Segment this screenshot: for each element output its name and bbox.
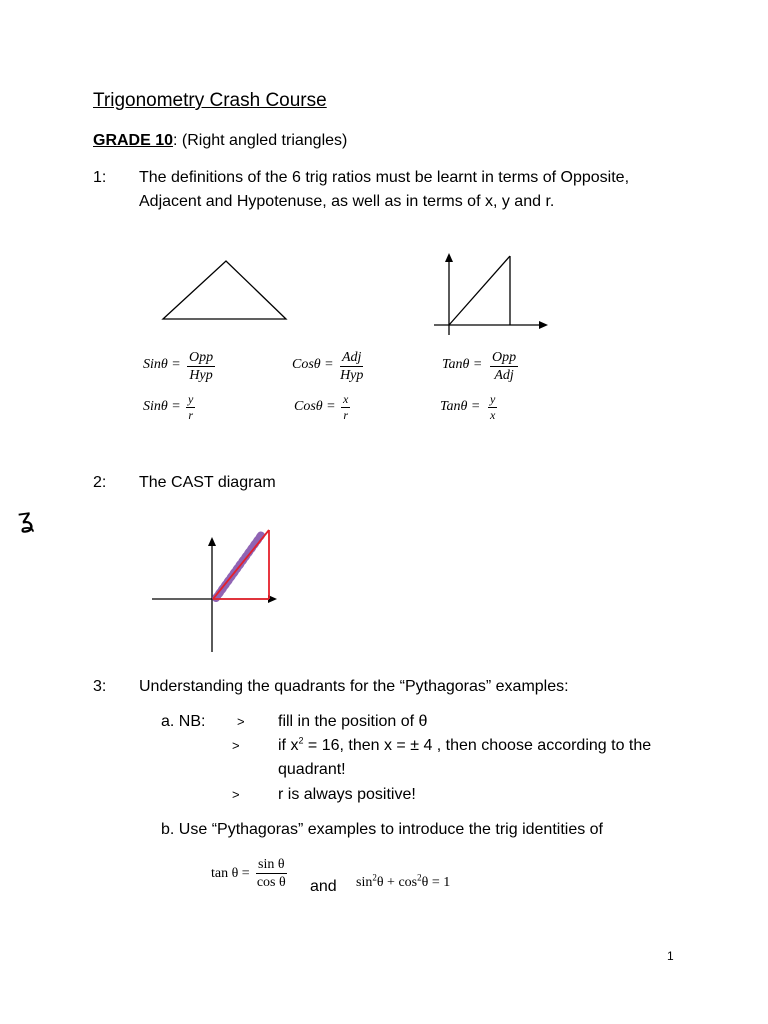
item-2-text: The CAST diagram: [139, 474, 276, 491]
bullet-3-text: r is always positive!: [278, 786, 416, 803]
cast-y-axis-arrow: [208, 537, 216, 546]
pyth-mid: θ + cos: [376, 875, 418, 890]
sub-b-text: b. Use “Pythagoras” examples to introduce the trig identities of: [161, 821, 603, 838]
sin-xy-formula-lhs: Sinθ =: [143, 399, 181, 414]
tan-identity-fraction: [256, 856, 287, 891]
pythagorean-identity: [356, 872, 451, 891]
bullet-1-text: fill in the position of θ: [278, 713, 428, 730]
margin-handwritten-mark: ʓ: [15, 503, 36, 535]
tan-xy-formula-lhs: Tanθ =: [440, 399, 481, 414]
cos-xy-formula-lhs: Cosθ =: [294, 399, 336, 414]
bullet-2-pre: if x: [278, 737, 299, 754]
pyth-sup-2: 2: [417, 872, 422, 883]
page-number: 1: [667, 949, 674, 963]
sin-xy-numerator: y: [188, 392, 194, 406]
bullet-arrow-1: >: [237, 714, 245, 729]
cos-xy-numerator: x: [343, 392, 349, 406]
tan-xy-numerator: y: [490, 392, 496, 406]
tan-formula-lhs: Tanθ =: [442, 357, 483, 372]
grade-label: GRADE 10: [93, 132, 174, 149]
bullet-2-sup: 2: [298, 735, 304, 746]
item-2-number: 2:: [93, 474, 107, 491]
item-1-line-2: Adjacent and Hypotenuse, as well as in terms of x, y and r.: [139, 193, 555, 210]
bullet-2-post: = 16, then x = ± 4 , then choose according to the: [303, 737, 652, 754]
and-word: and: [310, 878, 337, 895]
tan-denominator: Adj: [494, 368, 514, 383]
item-3-text: Understanding the quadrants for the “Pythagoras” examples:: [139, 678, 569, 695]
bullet-arrow-2: >: [232, 738, 240, 753]
cos-formula-lhs: Cosθ =: [292, 357, 334, 372]
cos-denominator: Hyp: [340, 368, 364, 383]
tan-xy-denominator: x: [490, 408, 496, 422]
item-1-line-1: The definitions of the 6 trig ratios must be learnt in terms of Opposite,: [139, 169, 630, 186]
cast-red-hypotenuse: [213, 530, 269, 599]
item-1-number: 1:: [93, 169, 107, 186]
pyth-sup-1: 2: [372, 872, 377, 883]
tan-identity-numerator: sin θ: [258, 857, 285, 872]
bullet-2-text: [278, 736, 651, 756]
item-3-number: 3:: [93, 678, 107, 695]
cos-numerator: Adj: [342, 350, 362, 365]
sin-formula-lhs: Sinθ =: [143, 357, 181, 372]
sin-xy-denominator: r: [188, 408, 193, 422]
bullet-2-continuation: quadrant!: [278, 761, 346, 778]
page-title: Trigonometry Crash Course: [93, 90, 327, 111]
tan-identity-lhs: tan θ =: [211, 866, 250, 881]
pyth-sin: sin: [356, 875, 373, 890]
pyth-end: θ = 1: [421, 875, 451, 890]
sin-denominator: Hyp: [189, 368, 213, 383]
bullet-arrow-3: >: [232, 787, 240, 802]
cos-xy-denominator: r: [343, 408, 348, 422]
tan-identity-denominator: cos θ: [256, 875, 286, 890]
grade-suffix: : (Right angled triangles): [173, 132, 348, 149]
tan-numerator: Opp: [492, 350, 517, 365]
sub-a-label: a. NB:: [161, 713, 206, 730]
sin-numerator: Opp: [189, 350, 214, 365]
